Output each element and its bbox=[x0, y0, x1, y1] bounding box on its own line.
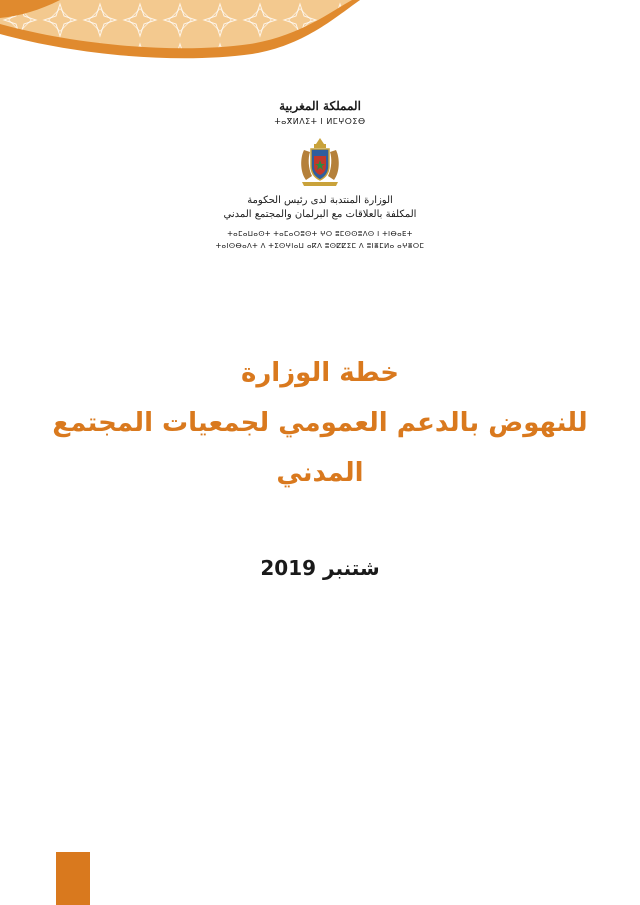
decorative-bottom-bar bbox=[56, 852, 90, 905]
kingdom-name-tifinagh: ⵜⴰⴳⵍⴷⵉⵜ ⵏ ⵍⵎⵖⵔⵉⴱ bbox=[274, 117, 366, 126]
decorative-top-band bbox=[0, 0, 640, 70]
ministry-name-arabic-line2: المكلفة بالعلاقات مع البرلمان والمجتمع المدني bbox=[223, 209, 417, 220]
document-title bbox=[40, 348, 600, 498]
title-line-1: خطة الوزارة bbox=[240, 358, 400, 388]
ministry-header bbox=[180, 98, 460, 252]
title-line-2: للنهوض بالدعم العمومي لجمعيات المجتمع bbox=[52, 408, 588, 438]
ministry-name-tifinagh-line1: ⵜⴰⵎⴰⵡⴰⵙⵜ ⵜⴰⵎⴰⵔⵓⵙⵜ ⵖⵔ ⵓⵎⵙⵙⵓⴷⵙ ⵏ ⵜⵏⴱⴰⴹⵜ bbox=[227, 230, 413, 238]
document-date: شتنبر 2019 bbox=[260, 556, 380, 580]
title-line-3: المدني bbox=[276, 458, 364, 488]
ministry-name-arabic-line1: الوزارة المنتدبة لدى رئيس الحكومة bbox=[247, 195, 393, 206]
coat-of-arms-icon bbox=[294, 136, 346, 190]
ministry-name-tifinagh-line2: ⵜⴰⵏⵙⴱⴰⴷⵜ ⴷ ⵜⵉⵙⵖⵏⴰⵡ ⴰⴽⴷ ⵓⵙⵇⵇⵉⵎ ⴷ ⵓⵏⴻⵎⵍⴰ ⴰⵖⴻⵔⵎ bbox=[215, 242, 425, 250]
kingdom-name-arabic: المملكة المغربية bbox=[279, 99, 361, 113]
